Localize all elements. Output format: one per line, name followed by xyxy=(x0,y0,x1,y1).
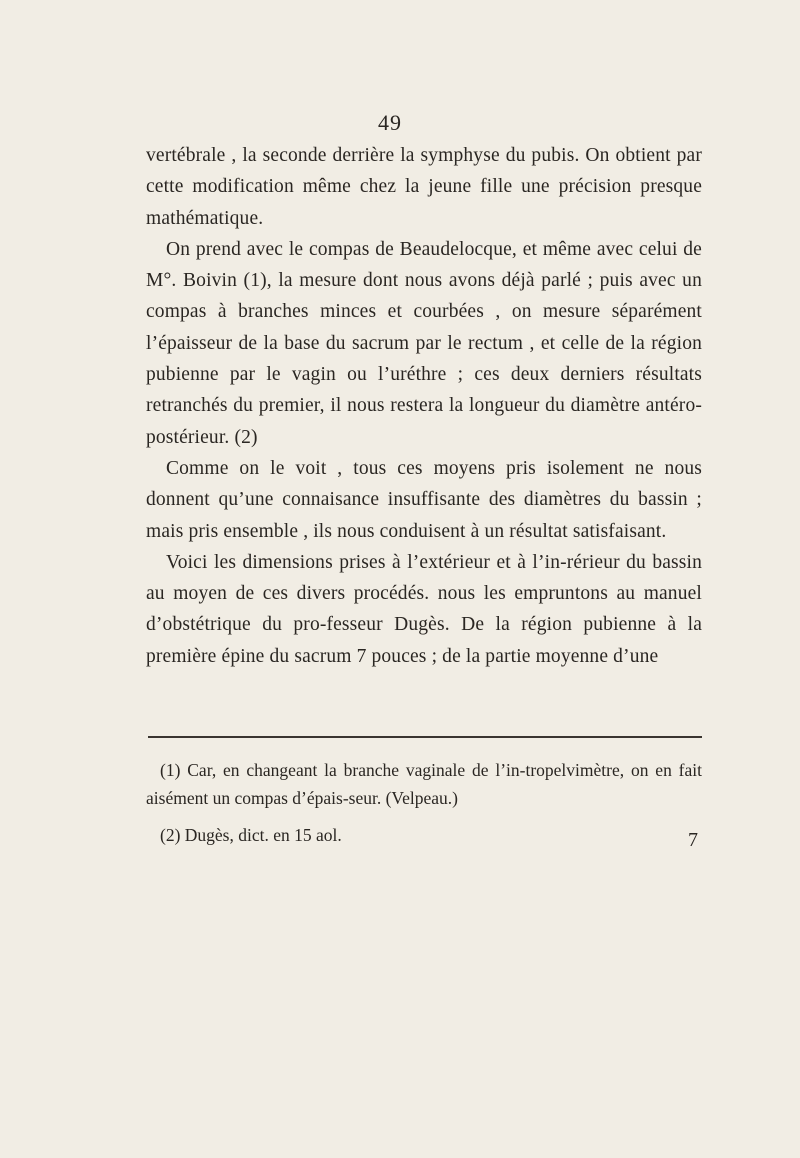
paragraph-4: Voici les dimensions prises à l’extérieur et à l’in-rérieur du bassin au moyen de ces divers procédés. nous les empruntons au manuel d’obstétrique du pro-fesseur Dugès. De la région pubienne à la première épine du sacrum 7 pouces ; de la partie moyenne d’une xyxy=(146,551,702,667)
signature-mark: 7 xyxy=(688,829,698,851)
footnote-1: (1) Car, en changeant la branche vaginale de l’in-tropelvimètre, on en fait aisément un compas d’épais-seur. (Velpeau.) xyxy=(146,760,702,808)
body-text xyxy=(146,140,702,672)
paragraph-3: Comme on le voit , tous ces moyens pris isolement ne nous donnent qu’une connaisance insuffisante des diamètres du bassin ; mais pris ensemble , ils nous conduisent à un résultat satisfaisant. xyxy=(146,457,702,542)
paragraph-2: On prend avec le compas de Beaudelocque, et même avec celui de M°. Boivin (1), la mesure dont nous avons déjà parlé ; puis avec un compas à branches minces et courbées , on mesure séparément l’épaisseur de la base du sacrum par le rectum , et celle de la région pubienne par le vagin ou l’uréthre ; ces deux derniers résultats retranchés du premier, il nous restera la longueur du diamètre antéro-postérieur. (2) xyxy=(146,238,702,448)
footnotes xyxy=(146,757,702,850)
page-number: 49 xyxy=(378,110,402,135)
footnote-divider xyxy=(148,736,702,738)
paragraph-1: vertébrale , la seconde derrière la symphyse du pubis. On obtient par cette modification même chez la jeune fille une précision presque mathématique. xyxy=(146,145,702,229)
footnote-2: (2) Dugès, dict. en 15 aol. xyxy=(160,825,342,845)
